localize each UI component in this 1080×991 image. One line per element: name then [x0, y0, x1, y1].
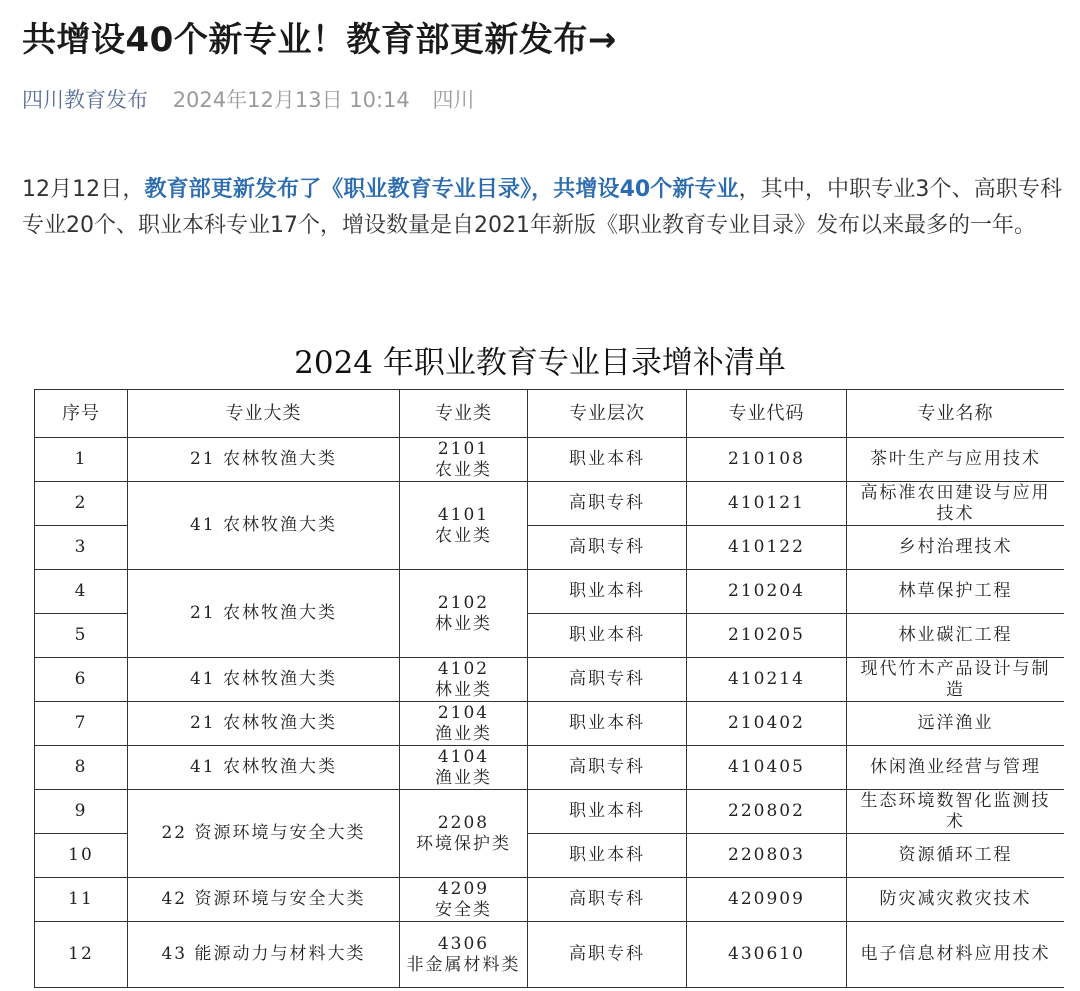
row-number: 2 [35, 482, 128, 526]
table-row [35, 878, 1065, 922]
major-name: 电子信息材料应用技术 [847, 922, 1065, 988]
major-code: 410405 [687, 746, 847, 790]
major-supplement-table [34, 389, 1064, 988]
major-category: 22 资源环境与安全大类 [128, 790, 400, 878]
major-category: 21 农林牧渔大类 [128, 702, 400, 746]
major-name: 现代竹木产品设计与制造 [847, 658, 1065, 702]
major-name: 防灾减灾救灾技术 [847, 878, 1065, 922]
sub-category-name: 环境保护类 [416, 833, 511, 854]
sub-category-name: 渔业类 [435, 767, 492, 788]
header-cell: 专业大类 [128, 390, 400, 438]
major-level: 高职专科 [528, 746, 687, 790]
publish-location: 四川 [432, 88, 475, 112]
major-name: 生态环境数智化监测技术 [847, 790, 1065, 834]
sub-category-code: 4101 [437, 504, 490, 525]
major-level: 高职专科 [528, 482, 687, 526]
table-row [35, 790, 1065, 834]
major-name: 资源循环工程 [847, 834, 1065, 878]
article-meta [22, 84, 474, 116]
sub-category-name: 林业类 [435, 613, 492, 634]
table-header-row [35, 390, 1065, 438]
sub-category-name: 非金属材料类 [406, 954, 521, 975]
header-cell: 专业代码 [687, 390, 847, 438]
table-row [35, 438, 1065, 482]
sub-category [400, 746, 528, 790]
sub-category [400, 922, 528, 988]
row-number: 8 [35, 746, 128, 790]
major-code: 220802 [687, 790, 847, 834]
major-level: 职业本科 [528, 834, 687, 878]
paragraph-highlight: 教育部更新发布了《职业教育专业目录》， [144, 177, 554, 202]
row-number: 11 [35, 878, 128, 922]
paragraph-text: 12月12日， [22, 177, 145, 202]
header-cell: 序号 [35, 390, 128, 438]
table-row [35, 570, 1065, 614]
major-category: 41 农林牧渔大类 [128, 482, 400, 570]
sub-category [400, 790, 528, 878]
table-row [35, 746, 1065, 790]
sub-category-code: 4102 [437, 658, 490, 679]
sub-category-code: 4104 [437, 746, 490, 767]
major-code: 410121 [687, 482, 847, 526]
row-number: 9 [35, 790, 128, 834]
table-row [35, 702, 1065, 746]
table-image [34, 389, 1064, 991]
major-name: 休闲渔业经营与管理 [847, 746, 1065, 790]
paragraph-highlight: 共增设40个新专业 [553, 177, 739, 202]
major-level: 高职专科 [528, 658, 687, 702]
row-number: 3 [35, 526, 128, 570]
major-name: 林草保护工程 [847, 570, 1065, 614]
major-name: 远洋渔业 [847, 702, 1065, 746]
major-category: 21 农林牧渔大类 [128, 438, 400, 482]
major-category: 42 资源环境与安全大类 [128, 878, 400, 922]
major-name: 林业碳汇工程 [847, 614, 1065, 658]
table-row [35, 922, 1065, 988]
major-code: 210205 [687, 614, 847, 658]
sub-category [400, 482, 528, 570]
major-level: 职业本科 [528, 790, 687, 834]
sub-category-name: 安全类 [435, 899, 492, 920]
major-code: 210108 [687, 438, 847, 482]
major-level: 职业本科 [528, 702, 687, 746]
header-cell: 专业层次 [528, 390, 687, 438]
major-code: 410214 [687, 658, 847, 702]
header-cell: 专业类 [400, 390, 528, 438]
table-row [35, 658, 1065, 702]
major-code: 430610 [687, 922, 847, 988]
row-number: 12 [35, 922, 128, 988]
major-level: 职业本科 [528, 570, 687, 614]
table-row [35, 482, 1065, 526]
major-name: 茶叶生产与应用技术 [847, 438, 1065, 482]
major-code: 220803 [687, 834, 847, 878]
major-code: 210402 [687, 702, 847, 746]
sub-category-code: 4306 [437, 933, 490, 954]
major-category: 41 农林牧渔大类 [128, 658, 400, 702]
row-number: 5 [35, 614, 128, 658]
article-title: 共增设40个新专业！教育部更新发布→ [22, 20, 617, 60]
row-number: 7 [35, 702, 128, 746]
paragraph-text: ，其中，中职专业3个、高职专科专业20个、职业本科专业17个，增设数量是自2021年新版《职业教育专业目录》发布以来最多的一年。 [22, 177, 1062, 238]
sub-category-code: 2102 [437, 592, 490, 613]
sub-category-name: 农业类 [435, 459, 492, 480]
major-category: 43 能源动力与材料大类 [128, 922, 400, 988]
major-level: 职业本科 [528, 438, 687, 482]
sub-category [400, 878, 528, 922]
publish-datetime: 2024年12月13日 10:14 [172, 88, 410, 112]
row-number: 6 [35, 658, 128, 702]
sub-category [400, 570, 528, 658]
account-name-link[interactable]: 四川教育发布 [22, 88, 148, 112]
sub-category [400, 438, 528, 482]
sub-category [400, 658, 528, 702]
major-category: 21 农林牧渔大类 [128, 570, 400, 658]
table-image-title: 2024 年职业教育专业目录增补清单 [294, 345, 786, 381]
sub-category-code: 2104 [437, 702, 490, 723]
sub-category-name: 农业类 [435, 525, 492, 546]
major-level: 高职专科 [528, 922, 687, 988]
row-number: 4 [35, 570, 128, 614]
major-code: 210204 [687, 570, 847, 614]
major-code: 410122 [687, 526, 847, 570]
sub-category [400, 702, 528, 746]
major-level: 高职专科 [528, 526, 687, 570]
sub-category-name: 林业类 [435, 679, 492, 700]
major-name: 乡村治理技术 [847, 526, 1065, 570]
major-level: 职业本科 [528, 614, 687, 658]
major-level: 高职专科 [528, 878, 687, 922]
sub-category-code: 4209 [437, 878, 490, 899]
row-number: 10 [35, 834, 128, 878]
sub-category-code: 2101 [437, 438, 490, 459]
row-number: 1 [35, 438, 128, 482]
article-paragraph [22, 172, 1062, 244]
major-name: 高标准农田建设与应用技术 [847, 482, 1065, 526]
sub-category-name: 渔业类 [435, 723, 492, 744]
major-category: 41 农林牧渔大类 [128, 746, 400, 790]
sub-category-code: 2208 [437, 812, 490, 833]
major-code: 420909 [687, 878, 847, 922]
header-cell: 专业名称 [847, 390, 1065, 438]
